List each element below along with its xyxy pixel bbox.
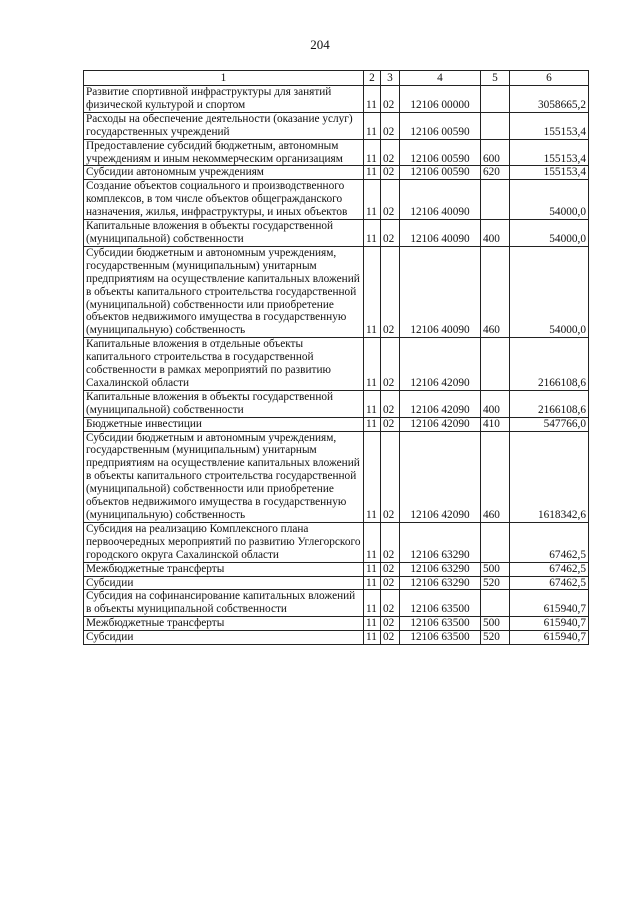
table-row — [84, 390, 589, 417]
row-subsection: 02 — [381, 139, 400, 166]
row-amount: 67462,5 — [510, 522, 589, 562]
row-target-code: 12106 00000 — [400, 86, 481, 113]
row-name: Капитальные вложения в отдельные объекты капитального строительства в государственной собственности в рамках мероприятий по развитию Сахалинской области — [84, 338, 364, 391]
row-subsection: 02 — [381, 576, 400, 590]
row-amount: 3058665,2 — [510, 86, 589, 113]
row-name: Субсидии — [84, 576, 364, 590]
column-header-amount: 6 — [510, 71, 589, 86]
row-subsection: 02 — [381, 246, 400, 337]
row-name: Субсидия на софинансирование капитальных вложений в объекты муниципальной собственности — [84, 590, 364, 617]
row-expense-type — [481, 86, 510, 113]
row-target-code: 12106 00590 — [400, 166, 481, 180]
table-row — [84, 139, 589, 166]
table-row — [84, 631, 589, 645]
row-expense-type — [481, 590, 510, 617]
row-amount: 2166108,6 — [510, 338, 589, 391]
column-header-name: 1 — [84, 71, 364, 86]
row-section: 11 — [364, 631, 381, 645]
row-subsection: 02 — [381, 590, 400, 617]
row-expense-type — [481, 112, 510, 139]
row-expense-type: 460 — [481, 246, 510, 337]
row-amount: 1618342,6 — [510, 431, 589, 522]
row-expense-type: 400 — [481, 390, 510, 417]
row-subsection: 02 — [381, 631, 400, 645]
row-expense-type: 520 — [481, 631, 510, 645]
row-section: 11 — [364, 617, 381, 631]
table-row — [84, 86, 589, 113]
row-section: 11 — [364, 86, 381, 113]
table-row — [84, 417, 589, 431]
row-section: 11 — [364, 590, 381, 617]
row-amount: 615940,7 — [510, 617, 589, 631]
row-subsection: 02 — [381, 617, 400, 631]
row-amount: 547766,0 — [510, 417, 589, 431]
row-name: Межбюджетные трансферты — [84, 562, 364, 576]
row-target-code: 12106 63290 — [400, 522, 481, 562]
row-target-code: 12106 42090 — [400, 431, 481, 522]
row-expense-type: 500 — [481, 562, 510, 576]
row-section: 11 — [364, 431, 381, 522]
table-row — [84, 180, 589, 220]
row-expense-type — [481, 180, 510, 220]
row-target-code: 12106 42090 — [400, 417, 481, 431]
row-amount: 615940,7 — [510, 631, 589, 645]
row-section: 11 — [364, 166, 381, 180]
row-subsection: 02 — [381, 522, 400, 562]
row-expense-type: 500 — [481, 617, 510, 631]
row-name: Субсидии — [84, 631, 364, 645]
row-name: Субсидии бюджетным и автономным учреждениям, государственным (муниципальным) унитарным предприятиям на осуществление капитальных вложений в объекты капитального строительства государственной (муниципальной) собственности или приобретение объектов недвижимого имущества в государственную (муниципальную) собственность — [84, 431, 364, 522]
table-row — [84, 562, 589, 576]
row-subsection: 02 — [381, 180, 400, 220]
row-amount: 54000,0 — [510, 246, 589, 337]
table-row — [84, 220, 589, 247]
row-section: 11 — [364, 338, 381, 391]
row-amount: 54000,0 — [510, 220, 589, 247]
row-name: Межбюджетные трансферты — [84, 617, 364, 631]
row-name: Субсидия на реализацию Комплексного плана первоочередных мероприятий по развитию Углегорского городского округа Сахалинской области — [84, 522, 364, 562]
row-name: Расходы на обеспечение деятельности (оказание услуг) государственных учреждений — [84, 112, 364, 139]
row-section: 11 — [364, 139, 381, 166]
row-name: Бюджетные инвестиции — [84, 417, 364, 431]
row-subsection: 02 — [381, 417, 400, 431]
budget-table — [83, 70, 589, 645]
row-target-code: 12106 63500 — [400, 631, 481, 645]
row-section: 11 — [364, 576, 381, 590]
row-target-code: 12106 42090 — [400, 338, 481, 391]
row-expense-type: 460 — [481, 431, 510, 522]
row-section: 11 — [364, 180, 381, 220]
row-subsection: 02 — [381, 390, 400, 417]
table-row — [84, 166, 589, 180]
row-subsection: 02 — [381, 112, 400, 139]
row-expense-type: 520 — [481, 576, 510, 590]
row-name: Капитальные вложения в объекты государственной (муниципальной) собственности — [84, 220, 364, 247]
table-row — [84, 431, 589, 522]
row-expense-type: 400 — [481, 220, 510, 247]
table-row — [84, 617, 589, 631]
row-expense-type: 620 — [481, 166, 510, 180]
row-target-code: 12106 00590 — [400, 139, 481, 166]
row-amount: 67462,5 — [510, 576, 589, 590]
row-subsection: 02 — [381, 562, 400, 576]
row-target-code: 12106 40090 — [400, 246, 481, 337]
row-amount: 54000,0 — [510, 180, 589, 220]
row-section: 11 — [364, 246, 381, 337]
row-amount: 615940,7 — [510, 590, 589, 617]
table-row — [84, 112, 589, 139]
row-amount: 2166108,6 — [510, 390, 589, 417]
row-amount: 155153,4 — [510, 112, 589, 139]
row-amount: 155153,4 — [510, 166, 589, 180]
row-target-code: 12106 63500 — [400, 590, 481, 617]
row-target-code: 12106 63500 — [400, 617, 481, 631]
row-expense-type — [481, 338, 510, 391]
row-expense-type: 600 — [481, 139, 510, 166]
row-target-code: 12106 42090 — [400, 390, 481, 417]
row-section: 11 — [364, 390, 381, 417]
row-target-code: 12106 63290 — [400, 576, 481, 590]
row-section: 11 — [364, 220, 381, 247]
row-subsection: 02 — [381, 220, 400, 247]
row-target-code: 12106 40090 — [400, 180, 481, 220]
page-number: 204 — [310, 37, 330, 52]
row-name: Создание объектов социального и производственного комплексов, в том числе объектов общегражданского назначения, жилья, инфраструктуры, и иных объектов — [84, 180, 364, 220]
row-subsection: 02 — [381, 338, 400, 391]
row-target-code: 12106 40090 — [400, 220, 481, 247]
table-row — [84, 246, 589, 337]
row-subsection: 02 — [381, 86, 400, 113]
table-row — [84, 522, 589, 562]
row-name: Субсидии бюджетным и автономным учреждениям, государственным (муниципальным) унитарным предприятиям на осуществление капитальных вложений в объекты капитального строительства государственной (муниципальной) собственности или приобретение объектов недвижимого имущества в государственную (муниципальную) собственность — [84, 246, 364, 337]
column-header-expense-type: 5 — [481, 71, 510, 86]
column-header-target: 4 — [400, 71, 481, 86]
row-expense-type: 410 — [481, 417, 510, 431]
row-amount: 67462,5 — [510, 562, 589, 576]
table-row — [84, 576, 589, 590]
column-header-subsection: 3 — [381, 71, 400, 86]
table-header-row — [84, 71, 589, 86]
row-name: Капитальные вложения в объекты государственной (муниципальной) собственности — [84, 390, 364, 417]
row-amount: 155153,4 — [510, 139, 589, 166]
table-row — [84, 590, 589, 617]
row-section: 11 — [364, 522, 381, 562]
row-name: Субсидии автономным учреждениям — [84, 166, 364, 180]
row-subsection: 02 — [381, 166, 400, 180]
row-name: Предоставление субсидий бюджетным, автономным учреждениям и иным некоммерческим организациям — [84, 139, 364, 166]
row-name: Развитие спортивной инфраструктуры для занятий физической культурой и спортом — [84, 86, 364, 113]
row-subsection: 02 — [381, 431, 400, 522]
row-target-code: 12106 00590 — [400, 112, 481, 139]
row-expense-type — [481, 522, 510, 562]
table-row — [84, 338, 589, 391]
row-section: 11 — [364, 417, 381, 431]
row-target-code: 12106 63290 — [400, 562, 481, 576]
row-section: 11 — [364, 562, 381, 576]
row-section: 11 — [364, 112, 381, 139]
column-header-section: 2 — [364, 71, 381, 86]
